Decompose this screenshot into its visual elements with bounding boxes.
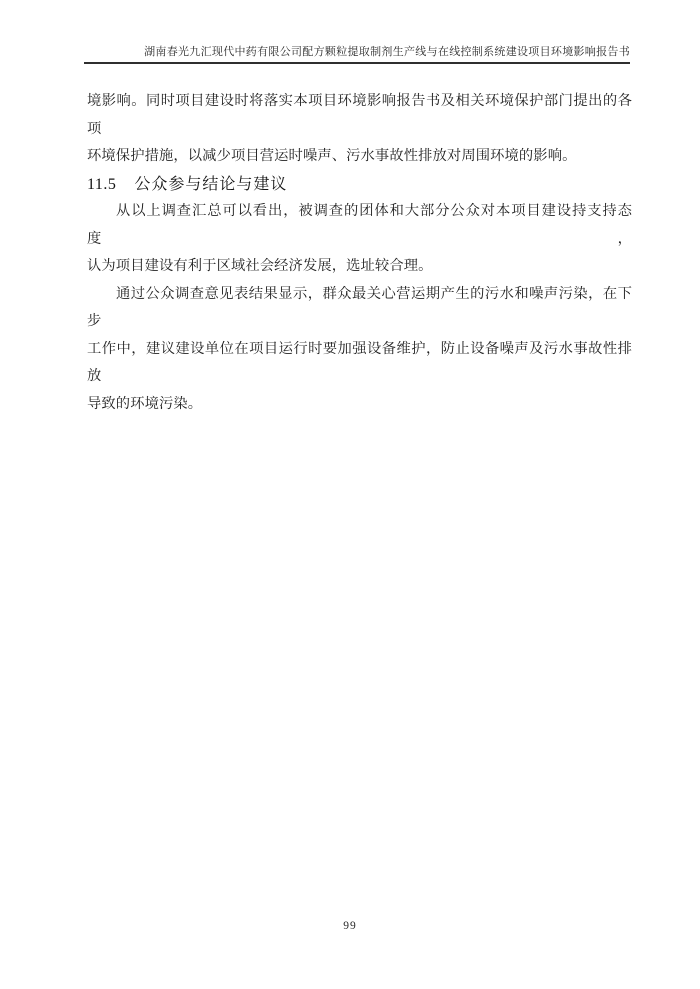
paragraph-line: 认为项目建设有利于区域社会经济发展，选址较合理。 bbox=[87, 258, 433, 274]
section-heading bbox=[87, 171, 632, 199]
paragraph-suggestions bbox=[87, 281, 632, 419]
paragraph-line: 环境保护措施，以减少项目营运时噪声、污水事故性排放对周围环境的影响。 bbox=[87, 148, 577, 164]
paragraph-survey-summary bbox=[87, 198, 632, 281]
paragraph-line: 工作中，建议建设单位在项目运行时要加强设备维护，防止设备噪声及污水事故性排放 bbox=[87, 340, 632, 384]
page-content bbox=[87, 88, 632, 418]
header-running-title: 湖南春光九汇现代中药有限公司配方颗粒提取制剂生产线与在线控制系统建设项目环境影响报告书 bbox=[144, 46, 630, 58]
section-title: 公众参与结论与建议 bbox=[134, 175, 288, 193]
paragraph-continuation bbox=[87, 88, 632, 171]
paragraph-line: 导致的环境污染。 bbox=[87, 395, 203, 412]
page-number: 99 bbox=[343, 920, 357, 932]
header-rule bbox=[84, 62, 630, 64]
paragraph-line: 境影响。同时项目建设时将落实本项目环境影响报告书及相关环境保护部门提出的各项 bbox=[87, 93, 632, 137]
section-number: 11.5 bbox=[87, 175, 117, 193]
paragraph-line: 从以上调查汇总可以看出，被调查的团体和大部分公众对本项目建设持支持态度， bbox=[87, 203, 632, 247]
paragraph-line: 通过公众调查意见表结果显示，群众最关心营运期产生的污水和噪声污染，在下步 bbox=[87, 285, 632, 329]
